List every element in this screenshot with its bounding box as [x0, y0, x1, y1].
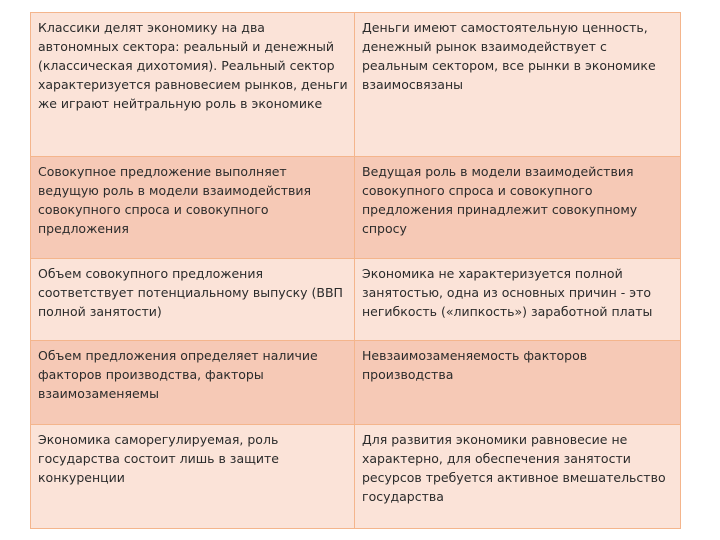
classical-cell: Классики делят экономику на два автономных сектора: реальный и денежный (классическая дихотомия). Реальный сектор характеризуется равновесием рынков, деньги же играют нейтральную роль в экономике [31, 13, 355, 157]
classical-cell: Объем предложения определяет наличие факторов производства, факторы взаимозаменяемы [31, 341, 355, 425]
table-row [31, 157, 681, 259]
table-row [31, 341, 681, 425]
keynesian-cell: Невзаимозаменяемость факторов производства [355, 341, 681, 425]
keynesian-cell: Для развития экономики равновесие не характерно, для обеспечения занятости ресурсов требуется активное вмешательство государства [355, 425, 681, 529]
table-row [31, 259, 681, 341]
keynesian-cell: Ведущая роль в модели взаимодействия совокупного спроса и совокупного предложения принадлежит совокупному спросу [355, 157, 681, 259]
classical-cell: Объем совокупного предложения соответствует потенциальному выпуску (ВВП полной занятости) [31, 259, 355, 341]
keynesian-cell: Экономика не характеризуется полной занятостью, одна из основных причин - это негибкость («липкость») заработной платы [355, 259, 681, 341]
table-row [31, 13, 681, 157]
comparison-table [30, 12, 681, 529]
classical-cell: Экономика саморегулируемая, роль государства состоит лишь в защите конкуренции [31, 425, 355, 529]
table-row [31, 425, 681, 529]
keynesian-cell: Деньги имеют самостоятельную ценность, денежный рынок взаимодействует с реальным сектором, все рынки в экономике взаимосвязаны [355, 13, 681, 157]
classical-cell: Совокупное предложение выполняет ведущую роль в модели взаимодействия совокупного спроса и совокупного предложения [31, 157, 355, 259]
